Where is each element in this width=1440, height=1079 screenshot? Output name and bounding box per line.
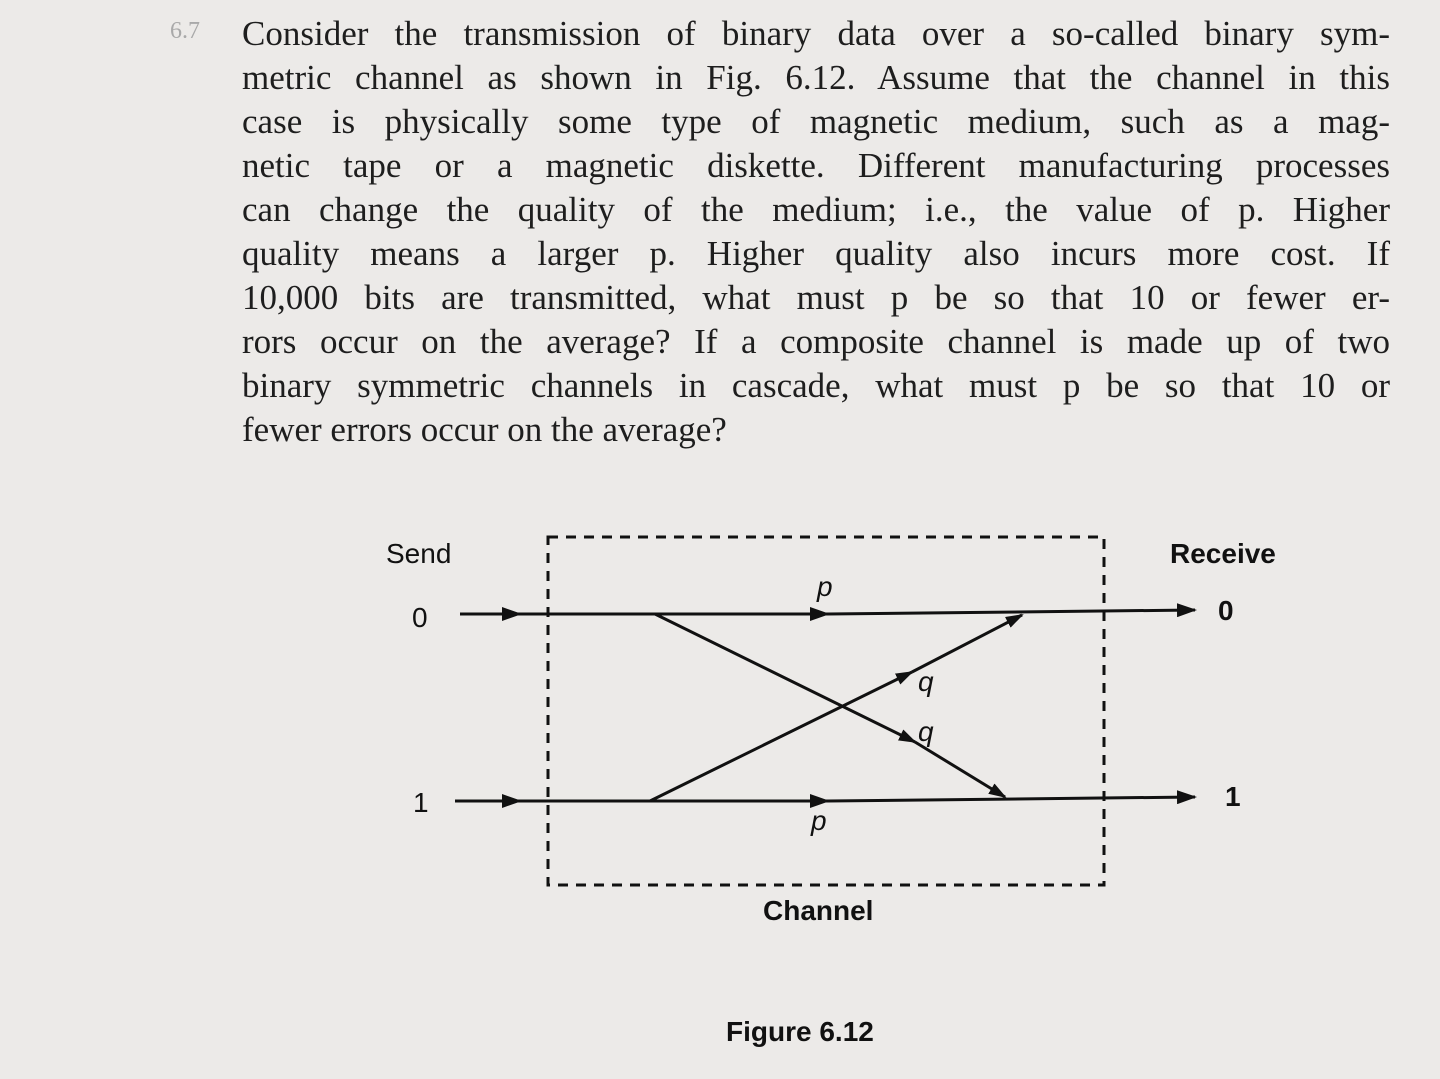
output-0-label: 0 (1218, 595, 1234, 626)
p-bottom-label: p (811, 805, 827, 836)
problem-number: 6.7 (170, 18, 200, 44)
problem-line: metric channel as shown in Fig. 6.12. Assume that the channel in this (242, 58, 1390, 97)
figure-caption: Figure 6.12 (726, 1016, 874, 1047)
q-upper-label: q (918, 666, 934, 697)
input-1-label: 1 (413, 787, 429, 818)
problem-line: rors occur on the average? If a composite channel is made up of two (242, 322, 1390, 361)
problem-line: binary symmetric channels in cascade, what must p be so that 10 or (242, 366, 1390, 405)
problem-line: Consider the transmission of binary data over a so-called binary sym- (242, 14, 1390, 53)
output-1-label: 1 (1225, 781, 1241, 812)
problem-line: netic tape or a magnetic diskette. Different manufacturing processes (242, 146, 1390, 185)
q-lower-label: q (918, 716, 934, 747)
output-0-line (828, 610, 1195, 614)
problem-line: quality means a larger p. Higher quality also incurs more cost. If (242, 234, 1390, 273)
output-1-line (828, 797, 1195, 801)
problem-line: fewer errors occur on the average? (242, 410, 727, 449)
problem-line: can change the quality of the medium; i.e., the value of p. Higher (242, 190, 1390, 229)
crossover-1-to-0-line (912, 615, 1022, 672)
crossover-0-to-1-arrow (655, 614, 915, 742)
receive-label: Receive (1170, 538, 1276, 569)
channel-label: Channel (763, 895, 874, 926)
crossover-1-to-0-arrow (650, 672, 912, 801)
send-label: Send (386, 538, 452, 569)
input-0-label: 0 (412, 602, 428, 633)
problem-line: 10,000 bits are transmitted, what must p be so that 10 or fewer er- (242, 278, 1390, 317)
crossover-0-to-1-line (915, 742, 1005, 797)
problem-line: case is physically some type of magnetic medium, such as a mag- (242, 102, 1390, 141)
p-top-label: p (817, 571, 833, 602)
